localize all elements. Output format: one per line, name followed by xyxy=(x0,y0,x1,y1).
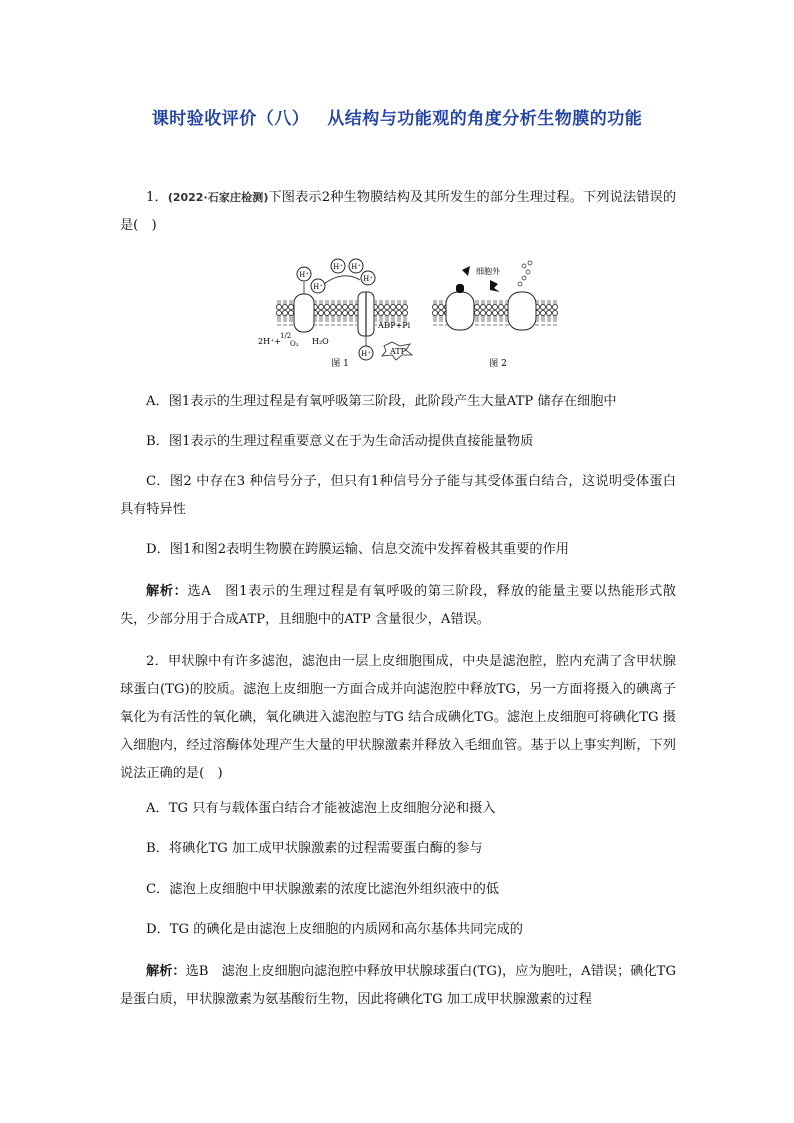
o2-label: O₂ xyxy=(290,340,299,348)
analysis-label: 解析： xyxy=(146,964,186,979)
question-number: 1． xyxy=(146,190,168,205)
fig-h-label: H⁺ xyxy=(361,350,371,358)
q2-option-b: B．将碘化TG 加工成甲状腺激素的过程需要蛋白酶的参与 xyxy=(146,841,483,856)
fig1-label: 图 1 xyxy=(331,359,349,369)
title-part1: 课时验收评价（八） xyxy=(151,109,310,129)
fig-h-label: H⁺ xyxy=(299,271,309,279)
q1-option-b: B．图1表示的生理过程重要意义在于为生命活动提供直接能量物质 xyxy=(146,434,534,449)
question-stem-text: 甲状腺中有许多滤泡，滤泡由一层上皮细胞围成，中央是滤泡腔，腔内充满了含甲状腺球蛋白(TG)的胶质。滤泡上皮细胞一方面合成并向滤泡腔中释放TG，另一方面将摄入的碘离子氧化为有活性的氧化碘，氧化碘进入滤泡腔与TG 结合成碘化TG。滤泡上皮细胞可将碘化TG 摄入细胞内，经过溶酶体处理产生大量的甲状腺激素并释放入毛细血管。基于以上事实判断，下列说法正确的是( ) xyxy=(120,654,676,781)
membrane-figure xyxy=(258,258,558,373)
figure-1 xyxy=(258,259,412,369)
question-stem-text: 下图表示2种生物膜结构及其所发生的部分生理过程。下列说法错误的是( ) xyxy=(120,190,677,233)
fig-h-label: H⁺ xyxy=(313,283,323,291)
bead-signal-icon xyxy=(518,282,522,286)
triangle-signal-icon xyxy=(462,266,470,276)
analysis-label: 解析： xyxy=(146,584,188,599)
analysis-text: 选B 滤泡上皮细胞向滤泡腔中释放甲状腺球蛋白(TG)，应为胞吐，A错误；碘化TG 是蛋白质，甲状腺激素为氨基酸衍生物，因此将碘化TG 加工成甲状腺激素的过程 xyxy=(120,964,677,1007)
receptor-protein-2 xyxy=(508,292,536,330)
fig-h-label: H⁺ xyxy=(333,263,343,271)
h2o-label: H₂O xyxy=(312,337,329,346)
question-number: 2． xyxy=(146,654,168,669)
atp-label: ATP xyxy=(389,347,407,356)
outside-cell-label: 细胞外 xyxy=(476,267,500,276)
figure-2 xyxy=(432,261,558,369)
q1-option-d: D．图1和图2表明生物膜在跨膜运输、信息交流中发挥着极其重要的作用 xyxy=(146,542,569,557)
title-part2: 从结构与功能观的角度分析生物膜的功能 xyxy=(327,109,643,129)
star-signal-icon xyxy=(490,280,500,292)
h-flow-arrow xyxy=(324,276,360,284)
fig2-label: 图 2 xyxy=(489,359,507,369)
question-source: (2022·石家庄检测) xyxy=(167,191,269,204)
q1-option-a: A．图1表示的生理过程是有氧呼吸第三阶段，此阶段产生大量ATP 储存在细胞中 xyxy=(146,394,617,409)
page-title xyxy=(0,104,794,129)
fig-h-label: H⁺ xyxy=(351,263,361,271)
q2-option-c: C．滤泡上皮细胞中甲状腺激素的浓度比滤泡外组织液中的低 xyxy=(146,882,499,897)
half-fraction: 1/2 xyxy=(280,332,292,340)
q2-analysis xyxy=(120,958,676,1014)
q1-option-c: C．图2 中存在3 种信号分子，但只有1种信号分子能与其受体蛋白结合，这说明受体蛋白具有特异性 xyxy=(120,474,676,517)
question-1-stem xyxy=(120,184,676,240)
fig-h-label: H⁺ xyxy=(363,275,373,283)
complex-protein-1 xyxy=(294,294,314,332)
q2-option-d: D．TG 的碘化是由滤泡上皮细胞的内质网和高尔基体共同完成的 xyxy=(146,922,523,937)
reaction-left: 2H⁺+ xyxy=(258,337,281,346)
q1-analysis xyxy=(120,578,676,634)
q2-option-a: A．TG 只有与载体蛋白结合才能被滤泡上皮细胞分泌和摄入 xyxy=(146,801,496,816)
question-2-stem xyxy=(120,648,676,788)
adp-label: ADP+Pi xyxy=(378,321,411,330)
analysis-text: 选A 图1表示的生理过程是有氧呼吸的第三阶段，释放的能量主要以热能形式散失，少部分用于合成ATP，且细胞中的ATP 含量很少，A错误。 xyxy=(120,584,676,627)
bound-signal-icon xyxy=(456,284,464,293)
receptor-protein-1 xyxy=(446,292,474,330)
